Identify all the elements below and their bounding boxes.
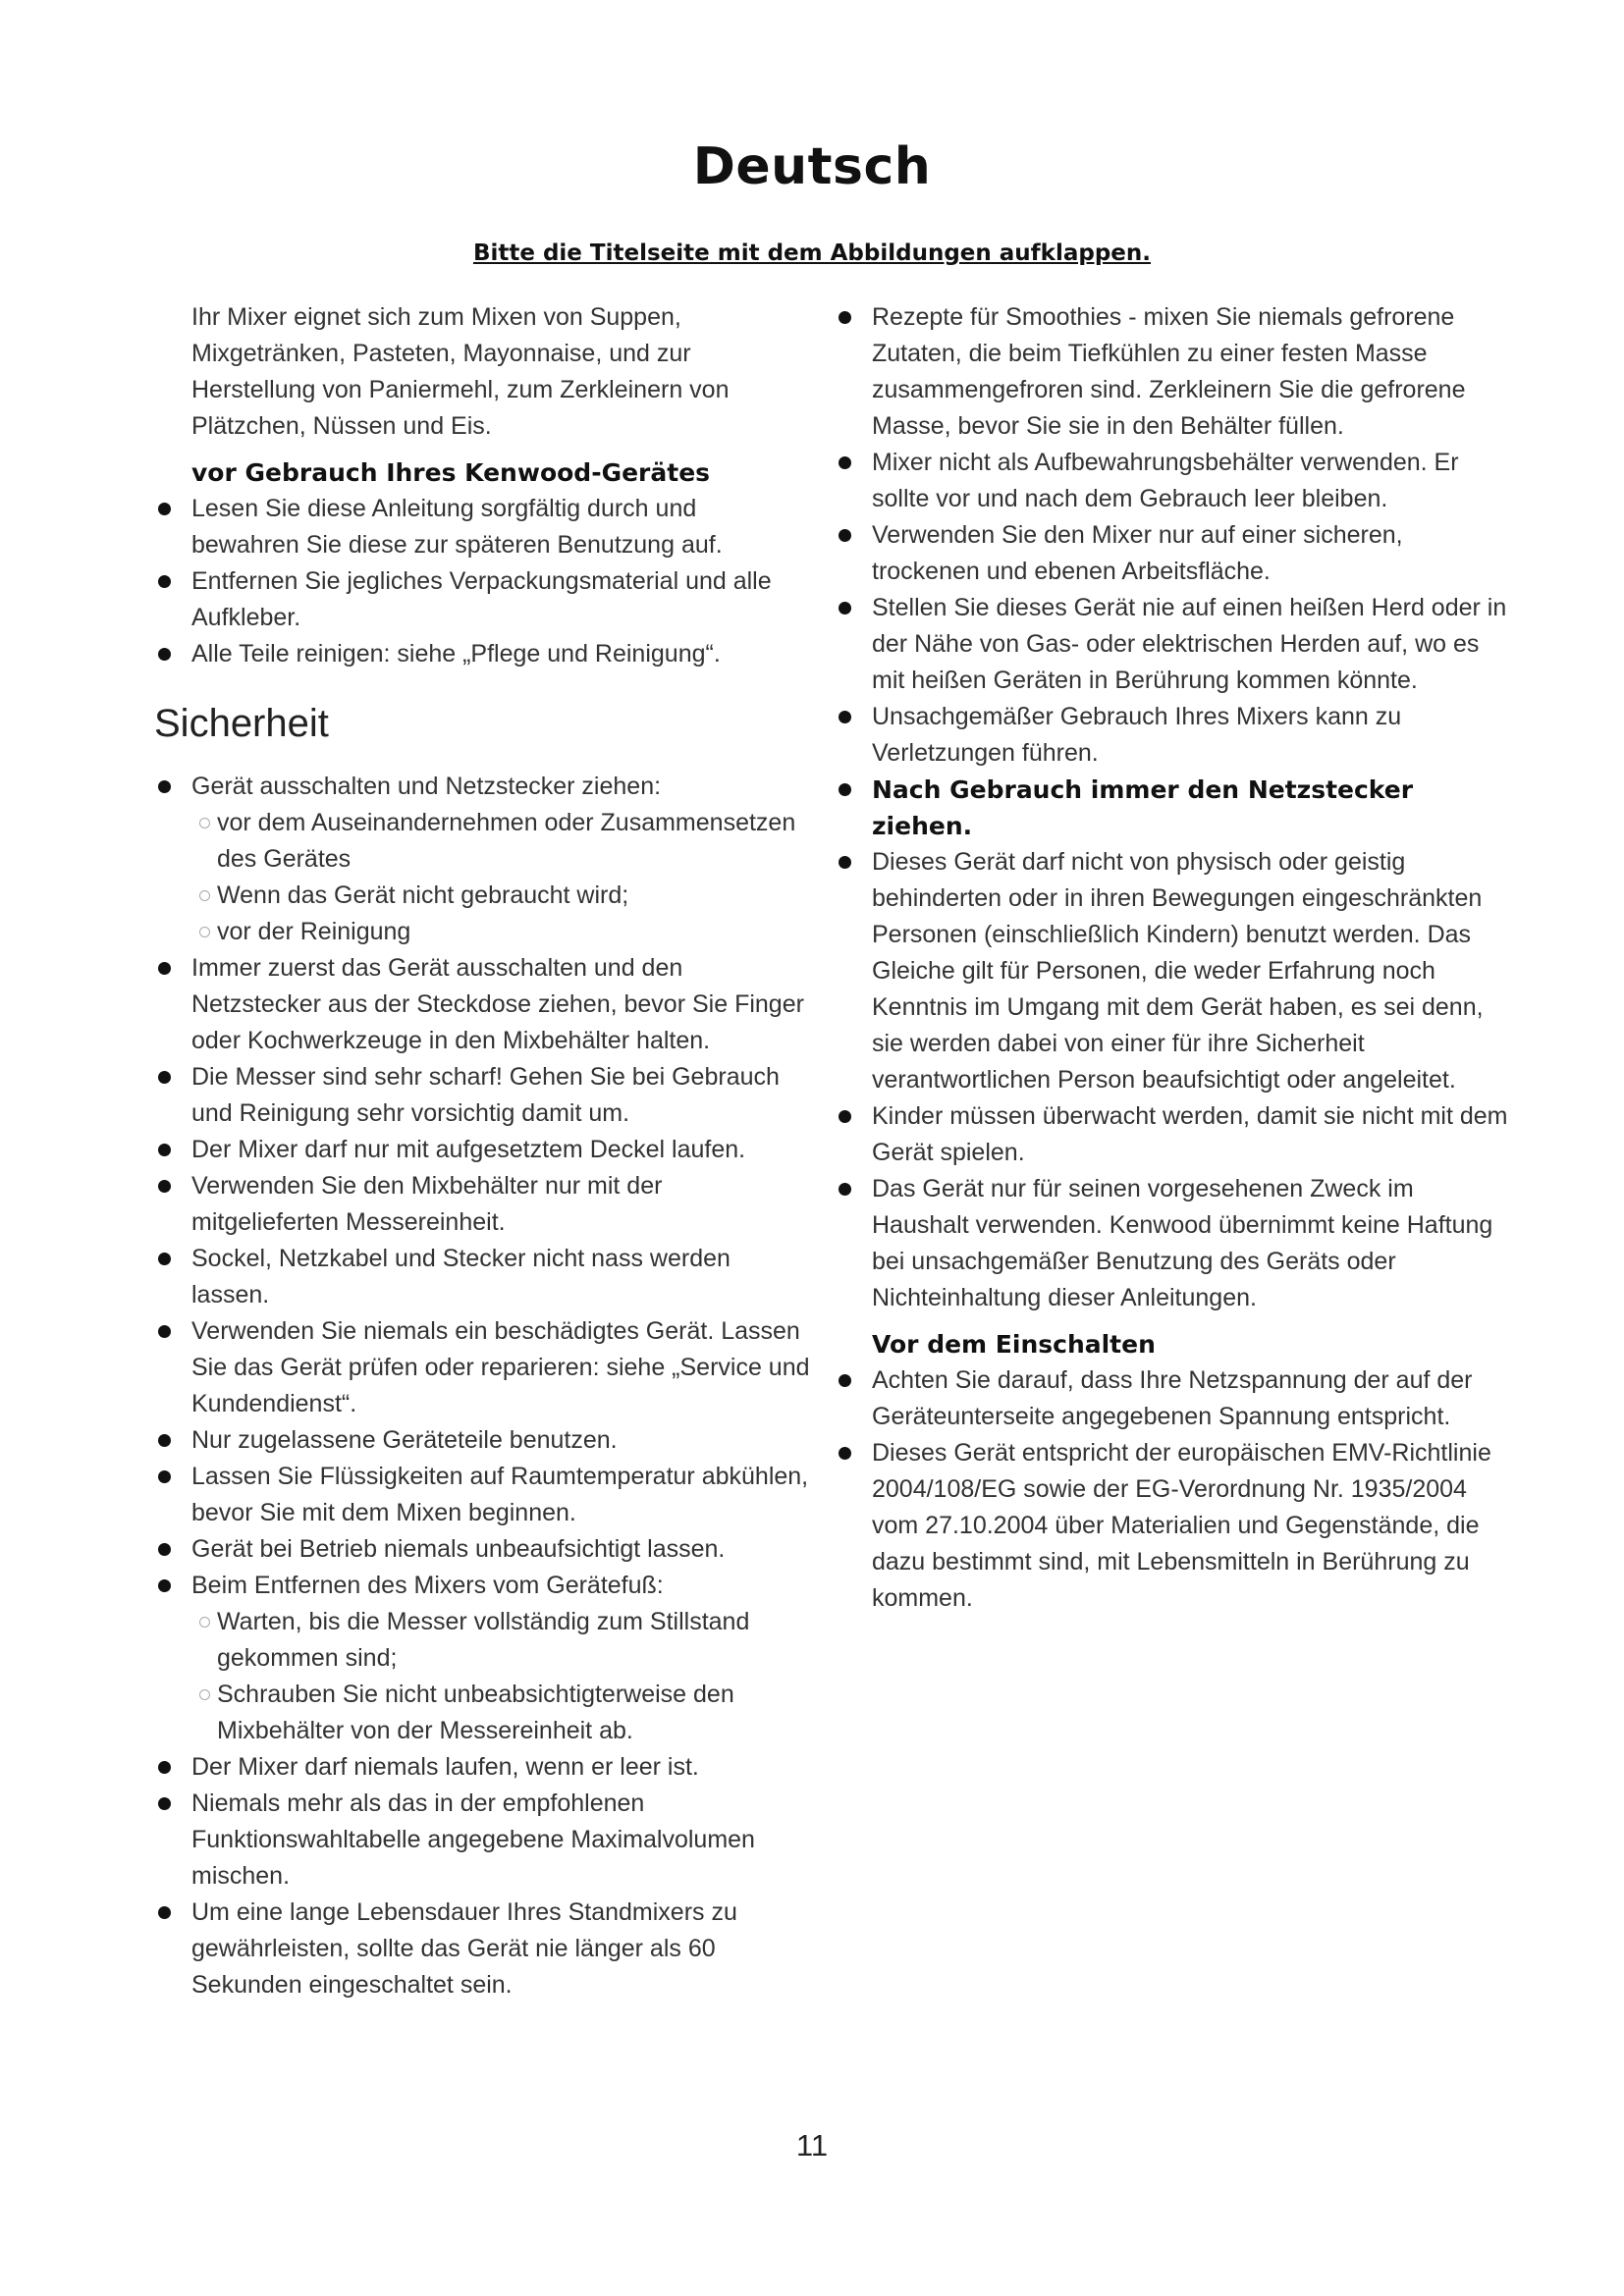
list-item: Verwenden Sie niemals ein beschädigtes Gerät. Lassen Sie das Gerät prüfen oder reparieren: siehe „Service und Kundendienst“. [154,1313,810,1422]
list-item: Um eine lange Lebensdauer Ihres Standmixers zu gewährleisten, sollte das Gerät nie länger als 60 Sekunden eingeschaltet sein. [154,1895,810,2003]
list-item: Verwenden Sie den Mixer nur auf einer sicheren, trockenen und ebenen Arbeitsfläche. [835,517,1512,590]
safety-list-continued [835,299,1512,1316]
before-use-list [154,491,810,672]
list-item: Unsachgemäßer Gebrauch Ihres Mixers kann zu Verletzungen führen. [835,699,1512,772]
intro-paragraph: Ihr Mixer eignet sich zum Mixen von Suppen, Mixgetränken, Pasteten, Mayonnaise, und zur Herstellung von Paniermehl, zum Zerkleinern von Plätzchen, Nüssen und Eis. [191,303,730,440]
before-switch-list [835,1362,1512,1617]
list-item: Sockel, Netzkabel und Stecker nicht nass werden lassen. [154,1241,810,1313]
page-subtitle: Bitte die Titelseite mit dem Abbildungen aufklappen. [472,240,1152,266]
list-item: Kinder müssen überwacht werden, damit sie nicht mit dem Gerät spielen. [835,1098,1512,1171]
list-item: Lesen Sie diese Anleitung sorgfältig durch und bewahren Sie diese zur späteren Benutzung auf. [154,491,810,563]
sub-list-item: Warten, bis die Messer vollständig zum Stillstand gekommen sind; [191,1604,810,1677]
list-item [154,1568,810,1749]
list-item: Gerät bei Betrieb niemals unbeaufsichtigt lassen. [154,1531,810,1568]
list-item: Achten Sie darauf, dass Ihre Netzspannung der auf der Geräteunterseite angegebenen Spannung entspricht. [835,1362,1512,1435]
sub-list-item: Wenn das Gerät nicht gebraucht wird; [191,878,810,914]
sub-list [191,805,810,950]
list-item-text: Gerät ausschalten und Netzstecker ziehen: [191,773,662,800]
before-use-heading: vor Gebrauch Ihres Kenwood-Gerätes [191,458,711,487]
list-item: Lassen Sie Flüssigkeiten auf Raumtemperatur abkühlen, bevor Sie mit dem Mixen beginnen. [154,1459,810,1531]
right-column [835,299,1512,1617]
list-item: Stellen Sie dieses Gerät nie auf einen heißen Herd oder in der Nähe von Gas- oder elektrischen Herden auf, wo es mit heißen Geräten in Berührung kommen könnte. [835,590,1512,699]
sub-list-item: vor der Reinigung [191,914,810,950]
list-item: Mixer nicht als Aufbewahrungsbehälter verwenden. Er sollte vor und nach dem Gebrauch leer bleiben. [835,445,1512,517]
safety-heading: Sicherheit [154,702,329,745]
list-item: Die Messer sind sehr scharf! Gehen Sie bei Gebrauch und Reinigung sehr vorsichtig damit um. [154,1059,810,1132]
list-item: Dieses Gerät entspricht der europäischen EMV-Richtlinie 2004/108/EG sowie der EG-Verordnung Nr. 1935/2004 vom 27.10.2004 über Materialien und Gegenstände, die dazu bestimmt sind, mit Lebensmitteln in Berührung zu kommen. [835,1435,1512,1617]
list-item [154,769,810,950]
list-item: Verwenden Sie den Mixbehälter nur mit der mitgelieferten Messereinheit. [154,1168,810,1241]
before-switch-heading: Vor dem Einschalten [872,1330,1156,1359]
list-item: Das Gerät nur für seinen vorgesehenen Zweck im Haushalt verwenden. Kenwood übernimmt keine Haftung bei unsachgemäßer Benutzung des Geräts oder Nichteinhaltung dieser Anleitungen. [835,1171,1512,1316]
sub-list-item: vor dem Auseinandernehmen oder Zusammensetzen des Gerätes [191,805,810,878]
list-item: Nur zugelassene Geräteteile benutzen. [154,1422,810,1459]
list-item-text: Beim Entfernen des Mixers vom Gerätefuß: [191,1572,664,1599]
list-item: Rezepte für Smoothies - mixen Sie niemals gefrorene Zutaten, die beim Tiefkühlen zu einer festen Masse zusammengefroren sind. Zerkleinern Sie die gefrorene Masse, bevor Sie sie in den Behälter füllen. [835,299,1512,445]
list-item: Dieses Gerät darf nicht von physisch oder geistig behinderten oder in ihren Bewegungen eingeschränkten Personen (einschließlich Kindern) benutzt werden. Das Gleiche gilt für Personen, die weder Erfahrung noch Kenntnis im Umgang mit dem Gerät haben, es sei denn, sie werden dabei von einer für ihre Sicherheit verantwortlichen Person beaufsichtigt oder angeleitet. [835,844,1512,1098]
list-item: Niemals mehr als das in der empfohlenen Funktionswahltabelle angegebene Maximalvolumen mischen. [154,1786,810,1895]
list-item: Der Mixer darf nur mit aufgesetztem Deckel laufen. [154,1132,810,1168]
list-item-emphasis: Nach Gebrauch immer den Netzstecker ziehen. [835,772,1512,844]
sub-list [191,1604,810,1749]
left-column [154,299,810,2003]
safety-list [154,769,810,2003]
page-title: Deutsch [692,137,932,196]
list-item: Entfernen Sie jegliches Verpackungsmaterial und alle Aufkleber. [154,563,810,636]
list-item: Alle Teile reinigen: siehe „Pflege und Reinigung“. [154,636,810,672]
sub-list-item: Schrauben Sie nicht unbeabsichtigterweise den Mixbehälter von der Messereinheit ab. [191,1677,810,1749]
page-number: 11 [795,2128,829,2163]
list-item: Immer zuerst das Gerät ausschalten und den Netzstecker aus der Steckdose ziehen, bevor Sie Finger oder Kochwerkzeuge in den Mixbehälter halten. [154,950,810,1059]
list-item: Der Mixer darf niemals laufen, wenn er leer ist. [154,1749,810,1786]
